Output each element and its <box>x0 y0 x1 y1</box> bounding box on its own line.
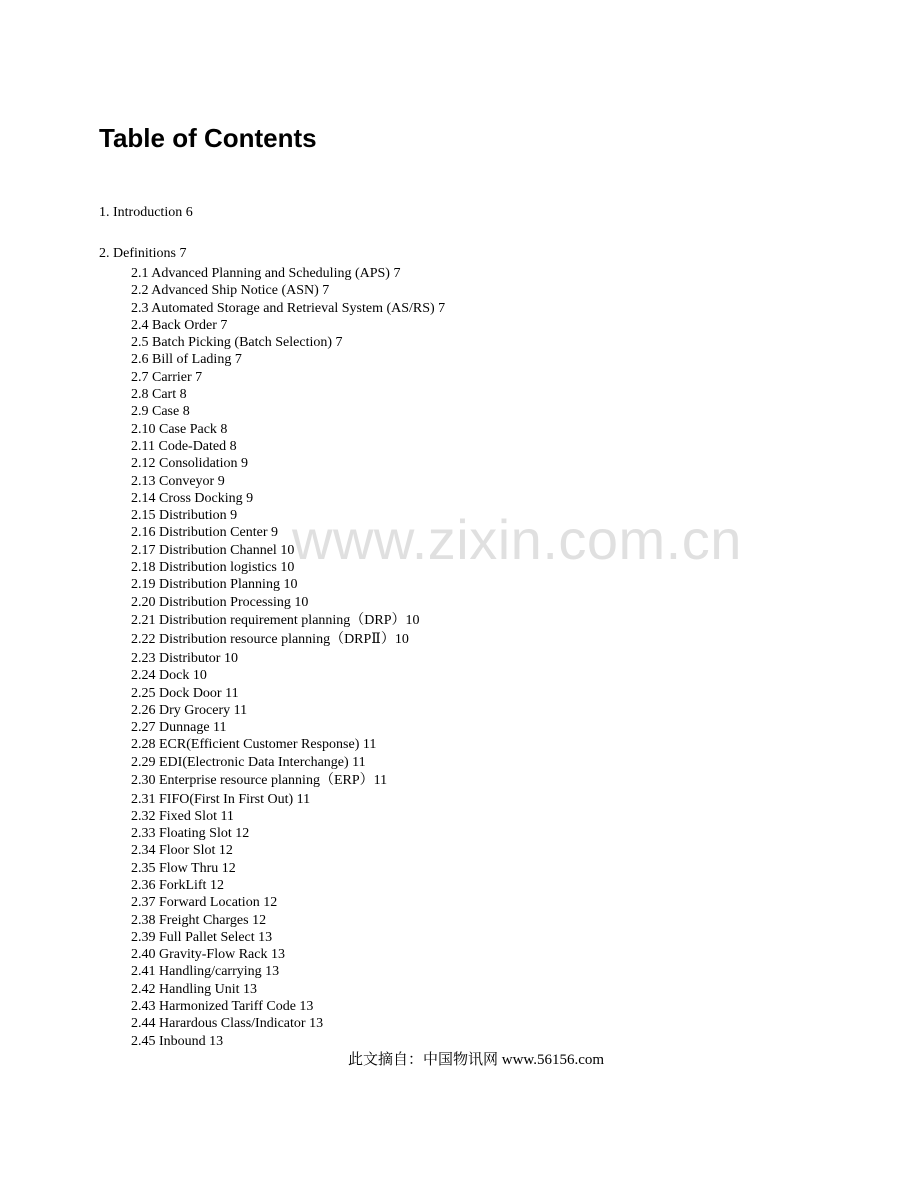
toc-subsection[interactable]: 2.6 Bill of Lading 7 <box>131 352 242 368</box>
toc-subsection[interactable]: 2.14 Cross Docking 9 <box>131 490 254 506</box>
toc-subsection[interactable]: 2.21 Distribution requirement planning（DRP）10 <box>131 612 420 628</box>
toc-subsection[interactable]: 2.12 Consolidation 9 <box>131 456 249 472</box>
toc-subsection[interactable]: 2.35 Flow Thru 12 <box>131 860 236 876</box>
source-footer: 此文摘自：中国物讯网 www.56156.com <box>348 1052 605 1068</box>
toc-subsection[interactable]: 2.24 Dock 10 <box>131 668 207 684</box>
toc-subsection[interactable]: 2.45 Inbound 13 <box>131 1033 224 1049</box>
toc-subsection[interactable]: 2.11 Code-Dated 8 <box>131 438 237 454</box>
toc-subsection[interactable]: 2.1 Advanced Planning and Scheduling (APS) 7 <box>131 266 401 281</box>
toc-subsection[interactable]: 2.38 Freight Charges 12 <box>131 912 267 928</box>
toc-subsection[interactable]: 2.29 EDI(Electronic Data Interchange) 11 <box>131 754 366 770</box>
toc-subsection[interactable]: 2.3 Automated Storage and Retrieval System (AS/RS) 7 <box>131 300 446 316</box>
toc-subsection[interactable]: 2.4 Back Order 7 <box>131 317 228 333</box>
toc-subsection[interactable]: 2.23 Distributor 10 <box>131 650 238 666</box>
toc-section-introduction[interactable]: 1. Introduction 6 <box>99 205 193 220</box>
toc-subsection[interactable]: 2.34 Floor Slot 12 <box>131 843 233 859</box>
toc-subsection[interactable]: 2.15 Distribution 9 <box>131 508 238 524</box>
toc-subsection[interactable]: 2.42 Handling Unit 13 <box>131 981 257 997</box>
toc-subsection[interactable]: 2.20 Distribution Processing 10 <box>131 594 309 610</box>
toc-subsection[interactable]: 2.5 Batch Picking (Batch Selection) 7 <box>131 335 343 351</box>
toc-subsection[interactable]: 2.22 Distribution resource planning（DRPⅡ）10 <box>131 632 409 648</box>
toc-subsection[interactable]: 2.2 Advanced Ship Notice (ASN) 7 <box>131 283 330 299</box>
toc-subsection[interactable]: 2.44 Harardous Class/Indicator 13 <box>131 1016 324 1032</box>
toc-section-definitions[interactable]: 2. Definitions 7 <box>99 246 187 261</box>
toc-subsection[interactable]: 2.7 Carrier 7 <box>131 369 203 385</box>
toc-subsection[interactable]: 2.13 Conveyor 9 <box>131 473 225 489</box>
toc-subsection[interactable]: 2.16 Distribution Center 9 <box>131 525 278 541</box>
toc-subsection[interactable]: 2.36 ForkLift 12 <box>131 878 224 893</box>
toc-subsection[interactable]: 2.25 Dock Door 11 <box>131 685 239 701</box>
toc-subsection[interactable]: 2.43 Harmonized Tariff Code 13 <box>131 999 314 1015</box>
page-title: Table of Contents <box>99 123 317 153</box>
toc-subsection[interactable]: 2.40 Gravity-Flow Rack 13 <box>131 947 285 963</box>
toc-subsection[interactable]: 2.32 Fixed Slot 11 <box>131 808 234 824</box>
toc-subsection[interactable]: 2.39 Full Pallet Select 13 <box>131 929 273 945</box>
toc-subsection[interactable]: 2.10 Case Pack 8 <box>131 421 228 437</box>
toc-subsection[interactable]: 2.18 Distribution logistics 10 <box>131 560 295 576</box>
toc-subsection[interactable]: 2.8 Cart 8 <box>131 387 187 403</box>
toc-subsection[interactable]: 2.37 Forward Location 12 <box>131 895 278 911</box>
toc-subsection[interactable]: 2.31 FIFO(First In First Out) 11 <box>131 791 311 807</box>
toc-subsection[interactable]: 2.19 Distribution Planning 10 <box>131 577 298 593</box>
toc-subsection[interactable]: 2.17 Distribution Channel 10 <box>131 542 295 558</box>
toc-subsection[interactable]: 2.33 Floating Slot 12 <box>131 826 250 842</box>
watermark: www.zixin.com.cn <box>292 508 742 571</box>
toc-subsection-list <box>131 265 445 1050</box>
toc-subsection[interactable]: 2.27 Dunnage 11 <box>131 720 227 736</box>
toc-subsection[interactable]: 2.41 Handling/carrying 13 <box>131 964 280 980</box>
toc-subsection[interactable]: 2.30 Enterprise resource planning（ERP）11 <box>131 773 388 789</box>
toc-subsection[interactable]: 2.9 Case 8 <box>131 404 190 420</box>
toc-subsection[interactable]: 2.26 Dry Grocery 11 <box>131 702 248 718</box>
toc-subsection[interactable]: 2.28 ECR(Efficient Customer Response) 11 <box>131 737 377 753</box>
